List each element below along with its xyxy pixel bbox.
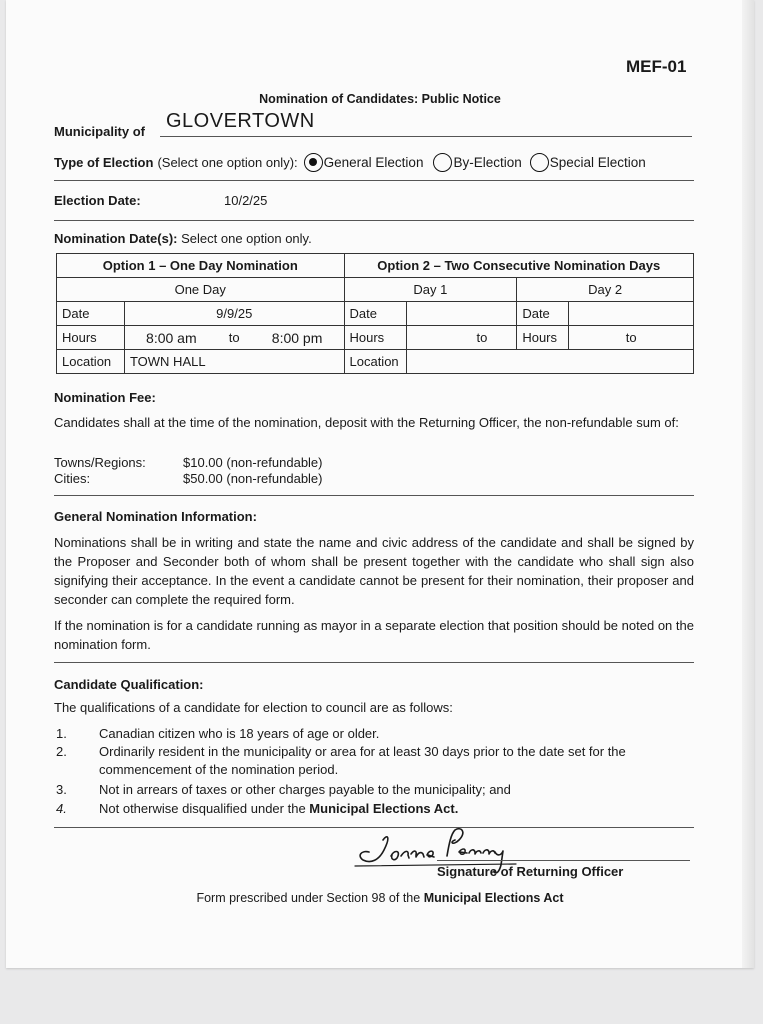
list-number: 4. [56,801,67,816]
general-para1: Nominations shall be in writing and state the name and civic address of the candidate and shall be signed by the Proposer and Seconder both of whom shall be present together with the candidate who shall sign also signifying their acceptance. In the event a candidate cannot be present for their nomination, their proposer and seconder can complete the required form. [54,535,694,607]
qualification-heading: Candidate Qualification: [54,677,204,692]
qualification-item: Ordinarily resident in the municipality or area for at least 30 days prior to the date set for the commencement of the nomination period. [99,744,626,777]
option1-location: TOWN HALL [124,350,344,374]
election-type-row [54,153,646,172]
divider [54,495,694,496]
footer-prefix: Form prescribed under Section 98 of the [196,891,424,905]
option1-start-time: 8:00 am [146,329,197,346]
option1-end-time: 8:00 pm [271,329,323,346]
municipality-underline [160,136,692,137]
nomination-dates-label: Nomination Date(s): [54,231,178,246]
date-label: Date [57,302,125,326]
nomination-dates-table [56,253,694,374]
option-special-election[interactable] [530,153,646,172]
fee-heading: Nomination Fee: [54,390,156,405]
option-label: General Election [323,155,424,170]
page-edge-shadow [742,0,754,968]
municipality-value: GLOVERTOWN [166,110,315,132]
footer-text [6,891,754,905]
day1-hours [407,326,517,350]
election-type-hint: (Select one option only): [157,155,298,170]
location-label: Location [57,350,125,374]
qualification-item [99,800,659,818]
form-page [6,0,754,968]
day2-header: Day 2 [517,278,694,302]
radio-empty-icon[interactable] [433,153,452,172]
to-label: to [476,330,488,345]
fee-row-towns-value: $10.00 (non-refundable) [183,455,323,470]
election-date-value: 10/2/25 [224,193,268,208]
fee-row-cities-value: $50.00 (non-refundable) [183,471,323,486]
day2-hours [569,326,694,350]
item-text: Not otherwise disqualified under the [99,801,310,816]
divider [54,662,694,663]
election-type-label: Type of Election [54,155,154,170]
general-heading: General Nomination Information: [54,509,257,524]
act-name: Municipal Elections Act. [309,801,459,816]
signature-label: Signature of Returning Officer [437,864,624,879]
fee-row-towns-label: Towns/Regions: [54,455,146,470]
municipality-label: Municipality of [54,124,145,139]
to-label: to [625,330,637,345]
divider [54,180,694,181]
qualification-item: Not in arrears of taxes or other charges payable to the municipality; and [99,782,511,797]
hours-label: Hours [517,326,569,350]
option2-header: Option 2 – Two Consecutive Nomination Days [344,254,694,278]
list-number: 3. [56,782,67,797]
radio-empty-icon[interactable] [530,153,549,172]
footer-act-name: Municipal Elections Act [423,891,564,905]
option1-header: Option 1 – One Day Nomination [57,254,345,278]
option1-hours [124,326,344,350]
page-title: Nomination of Candidates: Public Notice [259,92,501,106]
fee-text: Candidates shall at the time of the nomination, deposit with the Returning Officer, the non-refundable sum of: [54,415,679,430]
signature-line [437,860,690,861]
option-general-election[interactable] [304,153,424,172]
nomination-dates-hint: Select one option only. [181,231,312,246]
day1-date-cell [407,302,517,326]
to-label: to [228,329,240,345]
radio-selected-icon[interactable] [304,153,323,172]
option-label: By-Election [453,155,522,170]
day1-location-cell [407,350,694,374]
form-code: MEF-01 [626,57,687,76]
election-date-label: Election Date: [54,193,141,208]
fee-row-cities-label: Cities: [54,471,91,486]
option-by-election[interactable] [433,153,521,172]
qualification-item: Canadian citizen who is 18 years of age or older. [99,726,380,741]
hours-label: Hours [57,326,125,350]
day2-date-cell [569,302,694,326]
list-number: 1. [56,726,67,741]
option1-date: 9/9/25 [124,302,344,326]
qualification-intro: The qualifications of a candidate for election to council are as follows: [54,700,453,715]
list-number: 2. [56,744,67,759]
date-label: Date [517,302,569,326]
general-para2: If the nomination is for a candidate running as mayor in a separate election that position should be noted on the nomination form. [54,618,694,652]
nomination-dates-heading [54,231,312,246]
date-label: Date [344,302,407,326]
divider [54,220,694,221]
option-label: Special Election [549,155,646,170]
hours-label: Hours [344,326,407,350]
location-label: Location [344,350,407,374]
one-day-header: One Day [57,278,345,302]
day1-header: Day 1 [344,278,517,302]
